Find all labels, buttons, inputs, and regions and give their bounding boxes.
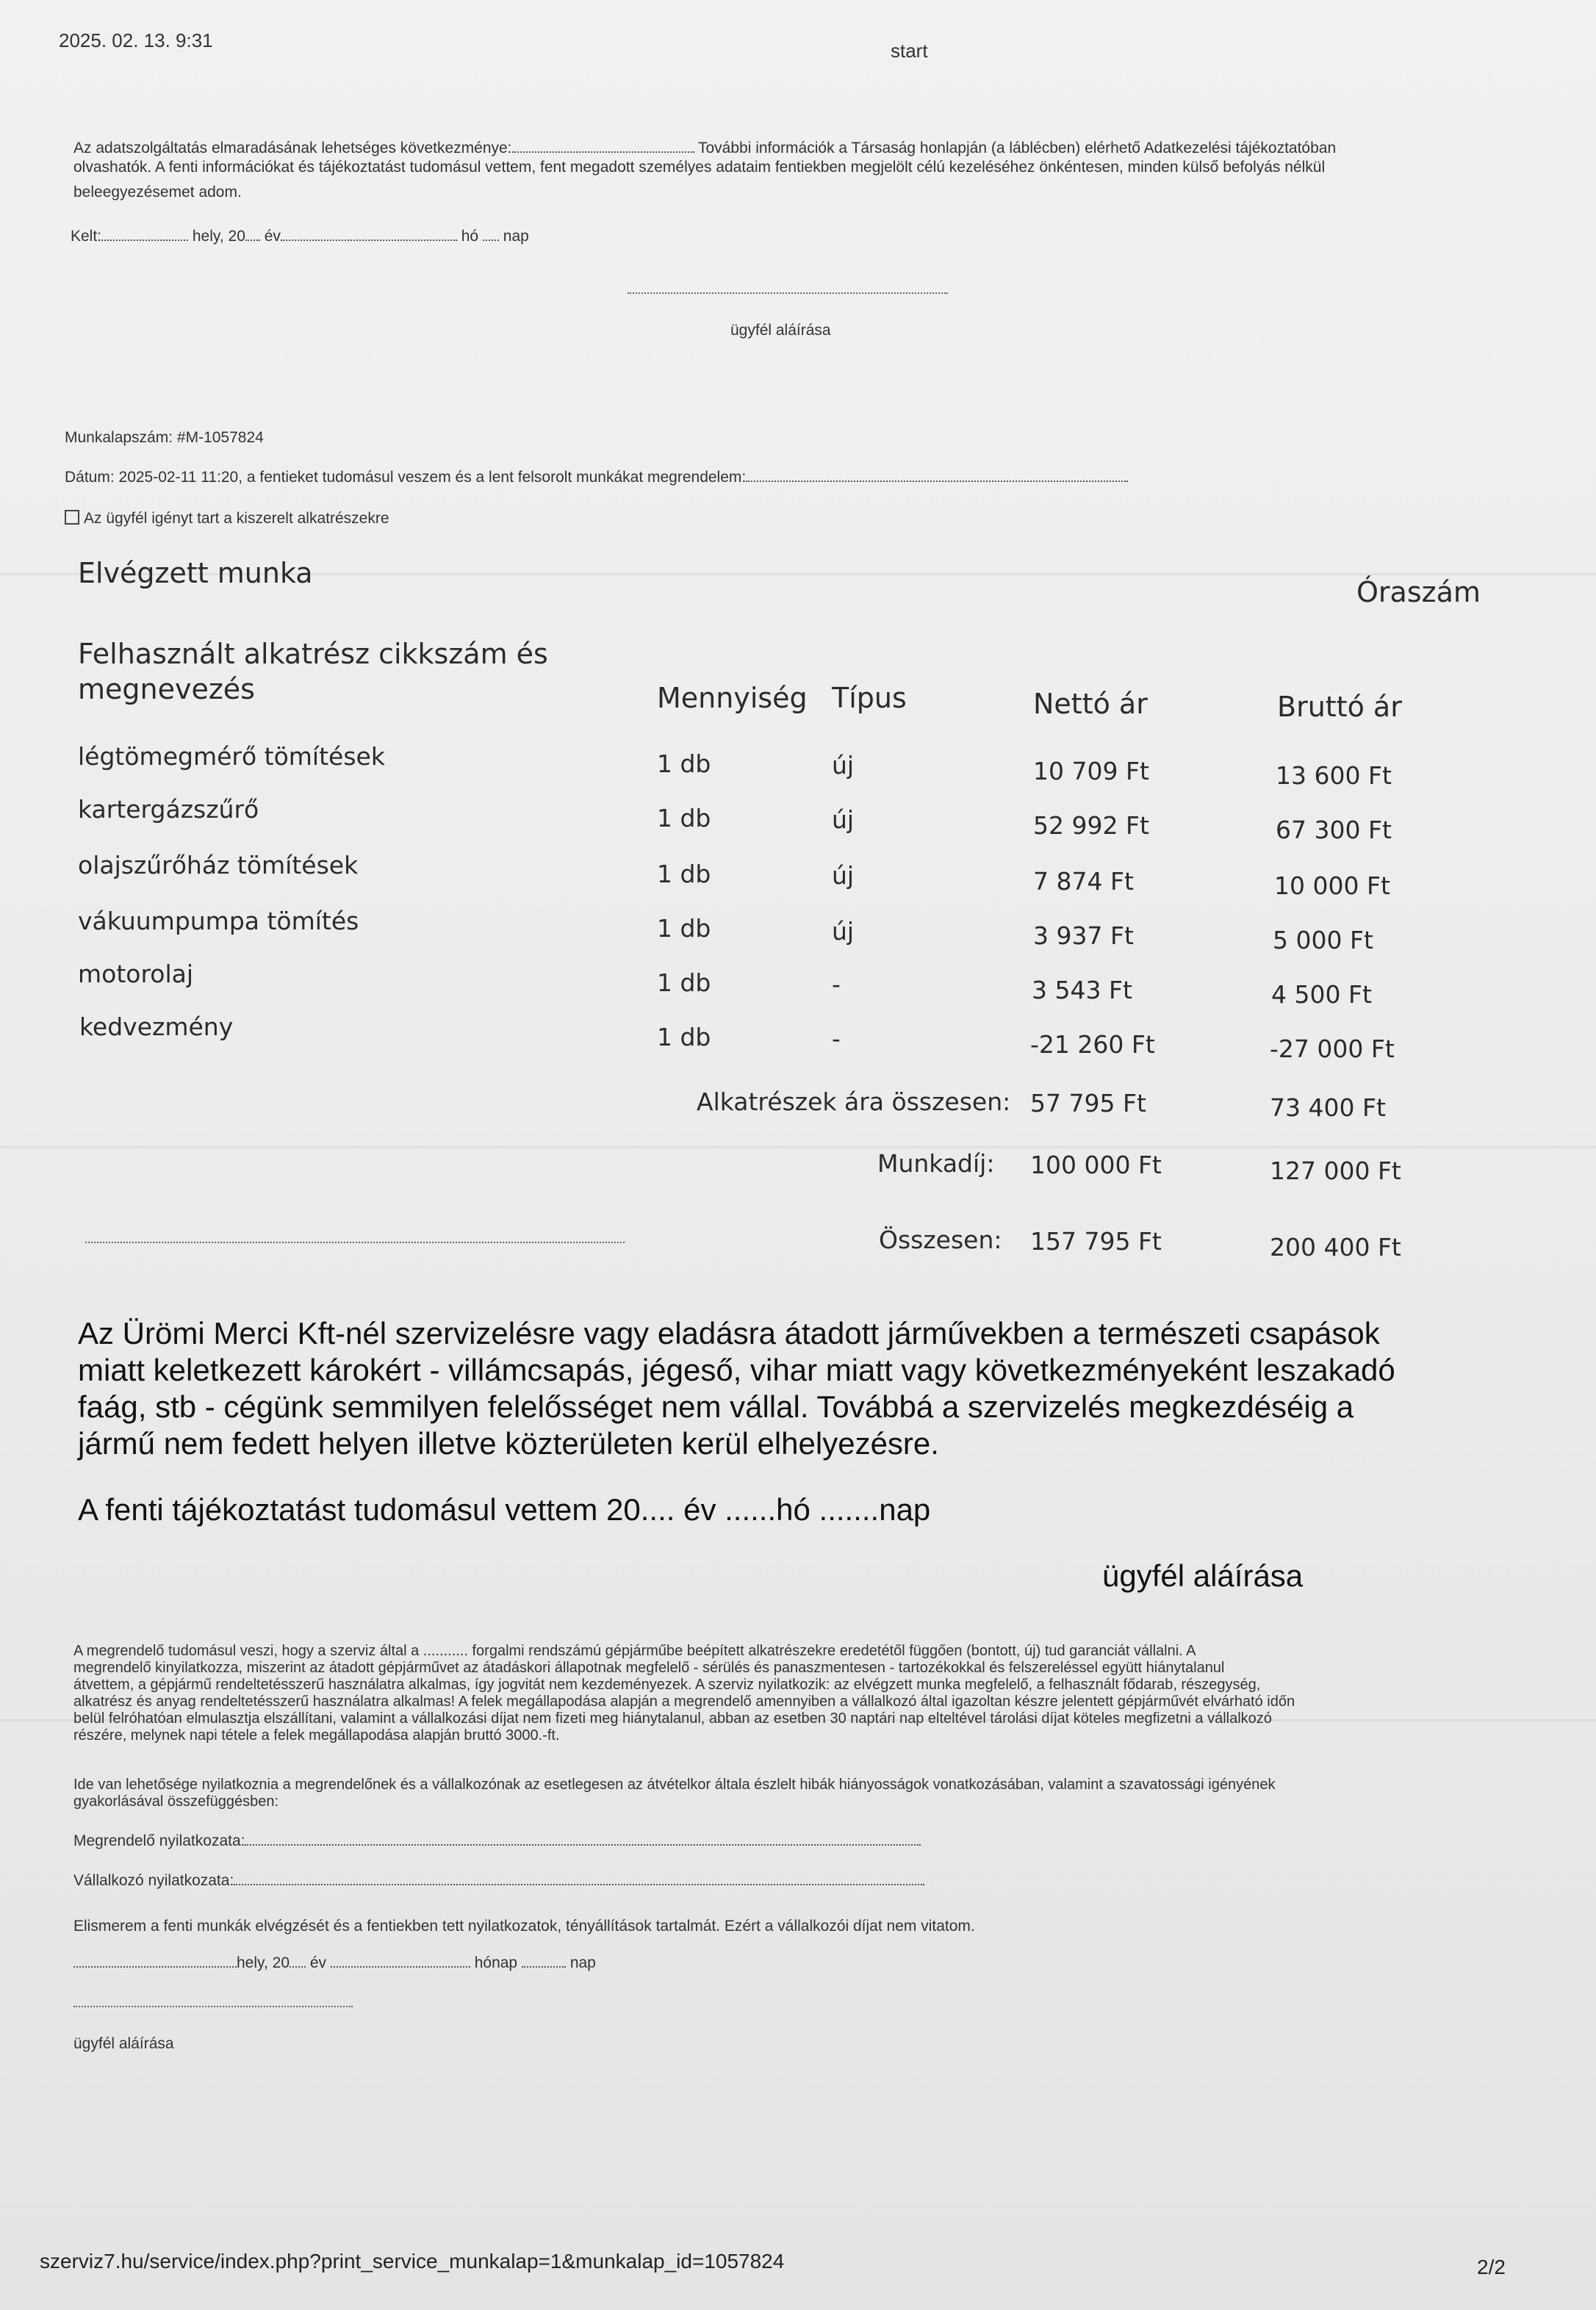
part-gross: 10 000 Ft [1274,871,1390,900]
part-qty: 1 db [657,1023,711,1051]
part-net: 3 543 Ft [1032,976,1132,1004]
terms-line-3: átvettem, a gépjármű rendeltetésszerű használatra alkalmas, így jogvitát nem kezdeményezek. A szerviz nyilatkozik: az elvégzett munka megfelelő, a felhasznált fődarab, részegység, [73,1677,1261,1693]
terms-line-2: megrendelő kinyilatkozza, miszerint az átadott gépjárművet az átadáskori állapotnak megfelelő - sérülés és panaszmentesen - tartozékokkal és felszereléssel együtt hiánytalanul [73,1660,1225,1676]
print-url: szerviz7.hu/service/index.php?print_service_munkalap=1&munkalap_id=1057824 [40,2250,785,2273]
consent-line-2: olvashatók. A fenti információkat és tájékoztatást tudomásul vettem, fent megadott személyes adataim fentiekben megjelölt célú kezeléséhez önkéntesen, minden külső befolyás nélkül [73,159,1326,176]
worksheet-date-line: Dátum: 2025-02-11 11:20, a fentieket tudomásul veszem és a lent felsorolt munkákat megrendelem: [65,469,1128,486]
part-name: kedvezmény [79,1012,234,1041]
notice-line-3: faág, stb - cégünk semmilyen felelősséget nem vállal. Továbbá a szervizelés megkezdéséig a [78,1389,1354,1424]
consent-line-1: Az adatszolgáltatás elmaradásának lehetséges következménye: További információk a Társaság honlapján (a láblécben) elérhető Adatkezelési tájékoztatóban [73,140,1337,156]
page-header-title: start [891,40,928,62]
part-type: - [832,1024,841,1053]
consent-line-3: beleegyezésemet adom. [73,184,242,201]
terms-line-8: gyakorlásával összefüggésben: [73,1793,279,1810]
part-type: - [832,970,841,999]
part-qty: 1 db [657,860,711,888]
part-name: motorolaj [78,960,194,988]
contractor-statement: Vállalkozó nyilatkozata: [73,1872,924,1890]
notice-acknowledgement: A fenti tájékoztatást tudomásul vettem 20.... év ......hó .......nap [78,1492,931,1527]
signature-line [85,1242,625,1243]
parts-total-gross: 73 400 Ft [1270,1093,1386,1122]
notice-line-4: jármű nem fedett helyen illetve közterületen kerül elhelyezésre. [78,1426,939,1461]
part-net: 10 709 Ft [1033,757,1149,785]
part-type: új [832,805,855,834]
labor-fee-net: 100 000 Ft [1030,1151,1162,1179]
part-name: légtömegmérő tömítések [78,742,385,771]
part-qty: 1 db [657,968,711,997]
terms-line-5: belül felróhatóan elmulasztja elszállítani, valamint a vállalkozási díjat nem fizeti meg hiánytalanul, abban az esetben 30 naptári nap elteltével tárolási díjat köteles megfizetni a vállalkozó [73,1710,1272,1727]
part-gross: 67 300 Ft [1276,816,1392,844]
part-type: új [832,751,855,780]
parts-header-gross: Bruttó ár [1277,691,1402,723]
terms-date-line: hely, 20 év hónap nap [73,1954,596,1972]
part-name: olajszűrőház tömítések [78,851,359,879]
part-net: 3 937 Ft [1033,921,1134,950]
consent-signature-label: ügyfél aláírása [730,322,831,339]
labor-fee-gross: 127 000 Ft [1270,1156,1401,1185]
parts-header-type: Típus [832,682,907,714]
part-name: vákuumpumpa tömítés [78,907,359,935]
hours-header: Óraszám [1356,576,1481,608]
part-qty: 1 db [657,914,711,943]
terms-line-7: Ide van lehetősége nyilatkoznia a megrendelőnek és a vállalkozónak az esetlegesen az átvételkor általa észlelt hibák hiányosságok vonatkozásában, valamint a szavatossági igényének [73,1777,1276,1793]
part-gross: 5 000 Ft [1273,926,1373,954]
consent-date-line: Kelt: hely, 20 év hó nap [71,228,529,245]
claim-parts-label: Az ügyfél igényt tart a kiszerelt alkatrészekre [84,510,389,527]
terms-line-6: részére, melynek napi tétele a felek megállapodása alapján bruttó 3000.-ft. [73,1727,560,1744]
notice-line-2: miatt keletkezett károkért - villámcsapás, jégeső, vihar miatt vagy következményeként leszakadó [78,1353,1395,1387]
part-net: 52 992 Ft [1033,811,1149,840]
part-gross: 4 500 Ft [1271,980,1372,1009]
work-title: Elvégzett munka [78,557,313,589]
page-number: 2/2 [1477,2256,1506,2278]
parts-total-label: Alkatrészek ára összesen: [697,1087,1011,1116]
parts-header-name: Felhasznált alkatrész cikkszám és megnevezés [78,638,548,705]
part-qty: 1 db [657,804,711,832]
worksheet-number: Munkalapszám: #M-1057824 [65,429,264,446]
consent-signature-line [628,292,948,294]
part-name: kartergázszűrő [78,795,259,824]
paper-fold [0,1146,1596,1148]
part-gross: -27 000 Ft [1270,1035,1395,1063]
parts-header-qty: Mennyiség [657,682,808,714]
terms-line-1: A megrendelő tudomásul veszi, hogy a szerviz által a ........... forgalmi rendszámú gépjárműbe beépített alkatrészekre eredetétől függően (bontott, új) tud garanciát vállalni. A [73,1643,1196,1659]
parts-header-net: Nettó ár [1033,688,1148,720]
part-gross: 13 600 Ft [1276,761,1392,790]
part-type: új [832,861,855,890]
labor-fee-label: Munkadíj: [877,1149,995,1178]
print-timestamp: 2025. 02. 13. 9:31 [59,29,213,51]
work-acknowledgement: Elismerem a fenti munkák elvégzését és a fentiekben tett nyilatkozatok, tényállítások tartalmát. Ezért a vállalkozói díjat nem vitatom. [73,1918,975,1935]
part-net: 7 874 Ft [1033,867,1134,896]
notice-line-1: Az Ürömi Merci Kft-nél szervizelésre vagy eladásra átadott járművekben a természeti csapások [78,1316,1380,1350]
part-qty: 1 db [657,749,711,778]
customer-statement: Megrendelő nyilatkozata: [73,1832,921,1850]
terms-line-4: alkatrész és anyag rendeltetésszerű használatra alkalmas! A felek megállapodása alapján a megrendelő amennyiben a vállalkozó által igazoltan készre jelentett gépjárművét elvárható időn [73,1694,1295,1710]
terms-signature-line [73,2006,353,2007]
parts-total-net: 57 795 Ft [1030,1089,1146,1118]
grand-total-label: Összesen: [879,1226,1002,1254]
claim-parts-checkbox[interactable] [65,510,79,525]
part-type: új [832,917,855,946]
terms-signature-label: ügyfél aláírása [73,2035,174,2052]
claim-parts-option[interactable] [65,510,389,528]
grand-total-gross: 200 400 Ft [1270,1233,1401,1262]
grand-total-net: 157 795 Ft [1030,1227,1162,1256]
part-net: -21 260 Ft [1030,1030,1155,1059]
notice-signature-label: ügyfél aláírása [1102,1558,1304,1593]
